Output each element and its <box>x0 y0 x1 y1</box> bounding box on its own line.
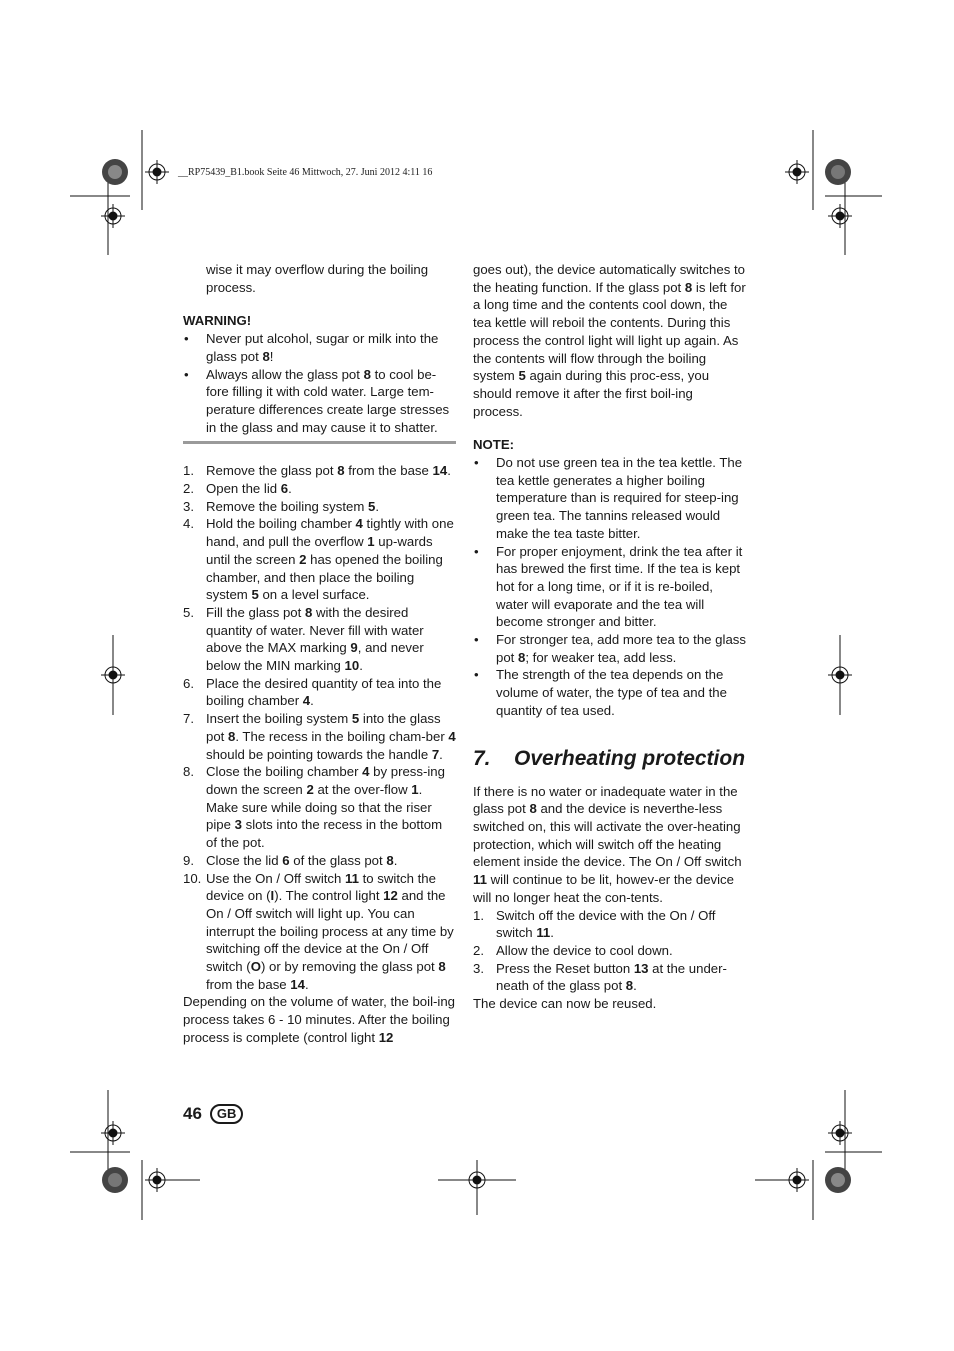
section-closing: The device can now be reused. <box>473 996 657 1012</box>
note-list <box>473 454 746 720</box>
intro-text: wise it may overflow during the boiling process. <box>206 262 429 295</box>
step-item <box>183 480 456 498</box>
section-steps-list <box>473 907 746 996</box>
step-number: 10. <box>183 870 202 886</box>
note-item <box>473 631 746 666</box>
warning-title: WARNING! <box>183 313 252 329</box>
step-number: 8. <box>183 764 194 780</box>
item-text: Place the desired quantity of tea into the boiling chamber 4. <box>206 675 442 709</box>
item-text: Never put alcohol, sugar or milk into the glass pot 8! <box>206 331 439 364</box>
step-item <box>183 462 456 480</box>
section-heading <box>473 748 746 769</box>
item-text: Press the Reset button 13 at the under-neath of the glass pot 8. <box>496 960 727 994</box>
item-text: Do not use green tea in the tea kettle. The tea kettle generates a higher boiling temperature than is required for steep-ing green tea. The tannins released would make the tea taste bitter. <box>496 455 743 541</box>
closing-text: Depending on the volume of water, the boil-ing process takes 6 - 10 minutes. After the boiling process is complete (control light 12 <box>183 994 455 1045</box>
step-item <box>183 515 456 604</box>
item-text: Close the boiling chamber 4 by press-ing down the screen 2 at the over-flow 1. Make sure while doing so that the riser pipe 3 slots into the recess in the bottom of the pot. <box>206 764 445 851</box>
page-footer <box>183 1104 243 1124</box>
note-item <box>473 666 746 719</box>
warning-item <box>183 366 456 437</box>
bullet-marker: • <box>474 632 479 648</box>
item-text: Insert the boiling system 5 into the glass pot 8. The recess in the boiling cham-ber 4 should be pointing towards the handle 7. <box>206 711 456 762</box>
bullet-marker: • <box>474 667 479 683</box>
left-column <box>183 261 456 1047</box>
section-title: Overheating protection <box>514 746 746 770</box>
step-item <box>183 763 456 852</box>
step-number: 3. <box>183 498 194 514</box>
step-item <box>183 675 456 710</box>
item-text: For proper enjoyment, drink the tea after it has brewed the first time. If the tea is kept hot for a long time, or if it is re-boiled, water will evaporate and the tea will become stronger and bitter. <box>496 543 743 630</box>
note-item <box>473 454 746 543</box>
step-number: 5. <box>183 604 194 620</box>
step-number: 4. <box>183 516 194 532</box>
steps-list <box>183 462 456 993</box>
item-text: Allow the device to cool down. <box>496 942 673 958</box>
section-divider <box>183 441 456 444</box>
print-file-info: __RP75439_B1.book Seite 46 Mittwoch, 27. Juni 2012 4:11 16 <box>178 167 433 178</box>
step-number: 3. <box>473 960 484 976</box>
step-number: 7. <box>183 711 194 727</box>
bullet-marker: • <box>184 331 189 347</box>
step-item <box>183 604 456 675</box>
step-item <box>183 710 456 763</box>
item-text: Open the lid 6. <box>206 481 292 497</box>
section-step-item <box>473 942 746 960</box>
step-item <box>183 498 456 516</box>
step-number: 6. <box>183 675 194 691</box>
right-column <box>473 261 746 1013</box>
step-number: 9. <box>183 852 194 868</box>
note-title: NOTE: <box>473 437 515 453</box>
section-number: 7. <box>473 746 491 770</box>
item-text: Always allow the glass pot 8 to cool be-fore filling it with cold water. Large tem-perature differences create large stresses in the glass and may cause it to shatter. <box>206 366 450 435</box>
section-step-item <box>473 907 746 942</box>
bullet-marker: • <box>474 455 479 471</box>
item-text: Switch off the device with the On / Off switch 11. <box>496 907 716 941</box>
bullet-marker: • <box>184 366 189 382</box>
item-text: Close the lid 6 of the glass pot 8. <box>206 852 398 868</box>
step-number: 2. <box>473 942 484 958</box>
item-text: Hold the boiling chamber 4 tightly with one hand, and pull the overflow 1 up-wards until the screen 2 has opened the boiling chamber, and then place the boiling system 5 on a level surface. <box>206 516 454 603</box>
bullet-marker: • <box>474 543 479 559</box>
item-text: Fill the glass pot 8 with the desired quantity of water. Never fill with water above the MAX marking 9, and never below the MIN marking 10. <box>206 604 424 674</box>
note-item <box>473 543 746 632</box>
continuation-text: goes out), the device automatically switches to the heating function. If the glass pot 8 is left for a long time and the contents cool down, the tea kettle will reboil the contents. During this process the control light will light up again. As the contents will flow through the boiling system 5 again during this proc-ess, you should remove it after the first boil-ing process. <box>473 262 746 419</box>
language-badge: GB <box>210 1104 244 1124</box>
item-text: For stronger tea, add more tea to the glass pot 8; for weaker tea, add less. <box>496 632 746 665</box>
step-item <box>183 870 456 994</box>
step-number: 1. <box>473 907 484 923</box>
item-text: Remove the boiling system 5. <box>206 498 380 514</box>
item-text: The strength of the tea depends on the volume of water, the type of tea and the quantity of tea used. <box>496 667 727 718</box>
warning-list <box>183 330 456 436</box>
step-number: 2. <box>183 481 194 497</box>
item-text: Use the On / Off switch 11 to switch the device on (I). The control light 12 and the On / Off switch will light up. You can interrupt the boiling process at any time by switching off the device at the On / Off switch (O) or by removing the glass pot 8 from the base 14. <box>206 870 454 992</box>
step-number: 1. <box>183 463 194 479</box>
section-body: If there is no water or inadequate water in the glass pot 8 and the device is neverthe-less switched on, this will activate the over-heating protection, which will switch off the heating element inside the device. The On / Off switch 11 will continue to be lit, howev-er the device will no longer heat the con-tents. <box>473 783 742 905</box>
section-step-item <box>473 960 746 995</box>
item-text: Remove the glass pot 8 from the base 14. <box>206 463 451 479</box>
warning-item <box>183 330 456 365</box>
step-item <box>183 852 456 870</box>
page-number: 46 <box>183 1104 202 1123</box>
